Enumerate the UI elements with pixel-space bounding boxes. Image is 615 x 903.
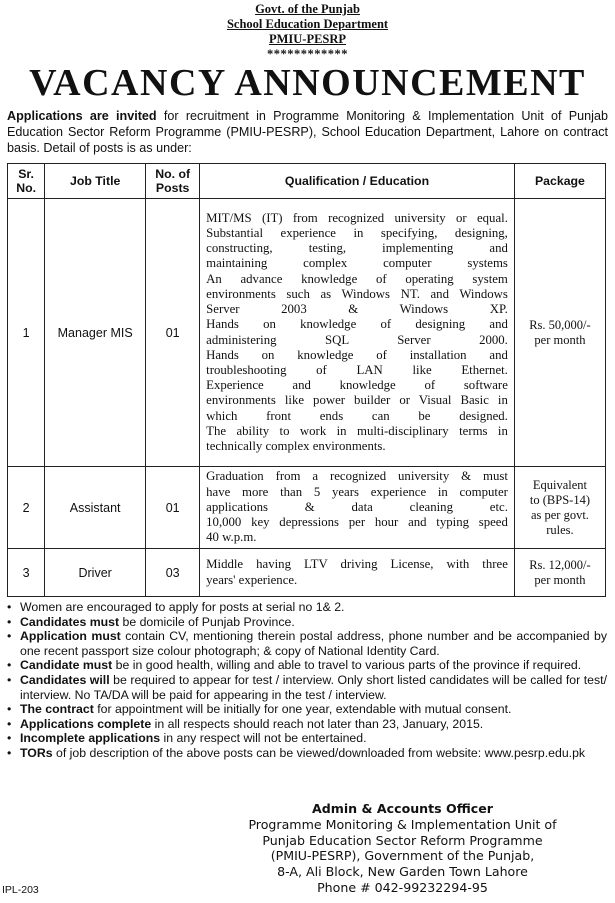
bullet-icon: • [7, 716, 12, 731]
cell-job-title: Manager MIS [45, 199, 146, 467]
cell-package [514, 549, 605, 597]
list-item-lead: Application must [20, 629, 121, 644]
list-item-text: Women are encouraged to apply for posts at serial no 1& 2. [20, 600, 345, 614]
list-item-text: in any respect will not be entertained. [160, 731, 367, 746]
qualification-line: environments such as Windows NT. and Windows [206, 286, 508, 301]
table-body [8, 199, 606, 597]
bullet-icon: • [7, 731, 12, 746]
qualification-line: have more than 5 years experience in computer [206, 484, 508, 499]
posts-table [7, 163, 606, 597]
bullet-icon: • [7, 658, 12, 673]
contact-line-2: Punjab Education Sector Reform Programme [262, 832, 543, 848]
list-item-text: be in good health, willing and able to travel to various parts of the province if required. [112, 658, 582, 673]
header-qualification: Qualification / Education [200, 164, 515, 199]
qualification-line: applications & data cleaning etc. [206, 499, 508, 514]
list-item [7, 600, 607, 615]
table-header-row [8, 164, 606, 199]
header-posts [146, 164, 200, 199]
list-item-lead: Candidate must [20, 658, 113, 673]
qualification-line: 40 w.p.m. [206, 530, 257, 545]
list-item-text: in all respects should reach not later than 23, January, 2015. [151, 716, 484, 731]
list-item-lead: Applications complete [20, 716, 152, 731]
qualification-line: Hands on knowledge of designing and [206, 317, 508, 332]
intro-paragraph [7, 108, 608, 156]
cell-posts: 01 [146, 467, 200, 549]
header-block [0, 2, 615, 62]
contact-line-1: Programme Monitoring & Implementation Unit of [248, 816, 557, 832]
list-item [7, 746, 607, 761]
package-line: per month [534, 572, 586, 587]
qualification-line: Hands on knowledge of installation and [206, 347, 508, 362]
cell-package [514, 199, 605, 467]
list-item [7, 702, 607, 717]
header-sr [8, 164, 45, 199]
package-line: rules. [546, 522, 574, 537]
header-posts-2: Posts [155, 181, 190, 195]
list-item [7, 717, 607, 732]
bullet-icon: • [7, 629, 12, 644]
cell-qualification [200, 467, 515, 549]
qualification-line: troubleshooting of LAN like Ethernet. [206, 362, 508, 377]
cell-sr: 1 [8, 199, 45, 467]
cell-qualification [200, 199, 515, 467]
qualification-line: MIT/MS (IT) from recognized university or equal. [206, 210, 508, 225]
header-sr-2: No. [16, 181, 36, 195]
qualification-line: years' experience. [206, 572, 298, 587]
header-department: School Education Department [226, 17, 389, 31]
qualification-line: Substantial experience in specifying, designing, [206, 226, 508, 241]
intro-rest: for recruitment in Programme Monitoring & Implementation Unit of Punjab Education Sector Reform Programme (PMIU-PESRP), School Education Department, Lahore on contract basis. Detail of posts is as under: [7, 109, 608, 155]
bullet-icon: • [7, 745, 12, 760]
package-line: per month [534, 332, 586, 347]
qualification-line: which front ends can be designed. [206, 408, 508, 423]
bullet-icon: • [7, 702, 12, 717]
qualification-line: constructing, testing, implementing and [206, 241, 508, 256]
qualification-line: Server 2003 & Windows XP. [206, 302, 508, 317]
bullet-icon: • [7, 600, 12, 614]
conditions-list [7, 600, 607, 761]
cell-job-title: Driver [45, 549, 146, 597]
header-govt: Govt. of the Punjab [255, 2, 360, 16]
cell-posts: 03 [146, 549, 200, 597]
list-item [7, 615, 607, 630]
qualification-line: The ability to work in multi-disciplinary terms in [206, 423, 508, 438]
table-row [8, 549, 606, 597]
list-item-lead: Incomplete applications [20, 731, 161, 746]
list-item-lead: TORs [20, 745, 53, 760]
list-item-text: of job description of the above posts can be viewed/downloaded from website: www.pesrp.edu.pk [52, 745, 586, 760]
bullet-icon: • [7, 672, 12, 687]
header-sr-1: Sr. [18, 167, 34, 181]
table-row [8, 199, 606, 467]
list-item-text: for appointment will be initially for one year, extendable with mutual consent. [93, 702, 512, 717]
list-item [7, 658, 607, 673]
list-item-lead: The contract [20, 702, 94, 717]
package-line: to (BPS-14) [529, 492, 590, 507]
qualification-line: Middle having LTV driving License, with three [206, 557, 508, 572]
qualification-line: 10,000 key depressions per hour and typing speed [206, 515, 508, 530]
list-item [7, 731, 607, 746]
list-item-lead: Candidates will [20, 672, 110, 687]
header-job: Job Title [45, 164, 146, 199]
header-stars: ************ [267, 47, 348, 61]
header-package: Package [514, 164, 605, 199]
contact-block [200, 801, 605, 896]
qualification-line: An advance knowledge of operating system [206, 271, 508, 286]
cell-qualification [200, 549, 515, 597]
qualification-line: administering SQL Server 2000. [206, 332, 508, 347]
qualification-line: maintaining complex computer systems [206, 256, 508, 271]
contact-phone: Phone # 042-99232294-95 [317, 879, 488, 895]
list-item-text: be required to appear for test / interview. Only short listed candidates will be called for test/ interview. No TA/DA will be paid for appearing in the test / interview. [20, 672, 607, 702]
qualification-line: Experience and knowledge of software [206, 378, 508, 393]
package-line: Equivalent [532, 477, 588, 492]
qualification-line: technically complex environments. [206, 438, 386, 453]
cell-sr: 2 [8, 467, 45, 549]
package-line: Rs. 50,000/- [529, 317, 591, 332]
page-title: VACANCY ANNOUNCEMENT [29, 62, 586, 104]
cell-job-title: Assistant [45, 467, 146, 549]
list-item-lead: Candidates must [20, 614, 120, 629]
footer-code: IPL-203 [2, 884, 39, 896]
qualification-line: environments like power builder or Visual Basic in [206, 393, 508, 408]
cell-sr: 3 [8, 549, 45, 597]
contact-line-3: (PMIU-PESRP), Government of the Punjab, [270, 848, 535, 864]
header-unit: PMIU-PESRP [268, 32, 347, 46]
list-item [7, 673, 607, 702]
list-item-text: contain CV, mentioning therein postal address, phone number and be accompanied by one recent passport size colour photograph; & copy of National Identity Card. [20, 629, 607, 658]
package-line: as per govt. [530, 507, 589, 522]
table-row [8, 467, 606, 549]
header-posts-1: No. of [155, 167, 191, 181]
package-line: Rs. 12,000/- [529, 557, 591, 572]
bullet-icon: • [7, 614, 12, 629]
qualification-line: Graduation from a recognized university & must [206, 469, 508, 484]
contact-role: Admin & Accounts Officer [311, 801, 494, 816]
cell-package [514, 467, 605, 549]
list-item [7, 629, 607, 658]
cell-posts: 01 [146, 199, 200, 467]
intro-lead: Applications are invited [7, 109, 157, 123]
list-item-text: be domicile of Punjab Province. [119, 614, 295, 629]
contact-line-4: 8-A, Ali Block, New Garden Town Lahore [277, 864, 528, 880]
